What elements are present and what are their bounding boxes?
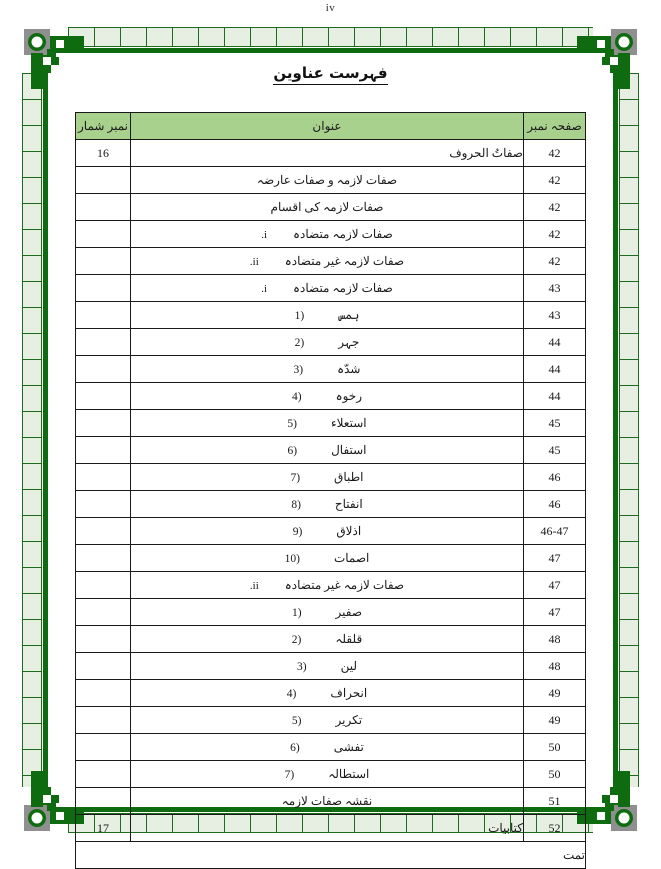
table-end-row — [76, 842, 586, 869]
cell-serial-no — [76, 194, 131, 221]
cell-serial-no: 17 — [76, 815, 131, 842]
column-header-serial-no: نمبر شمار — [76, 113, 131, 140]
entry-title: اطباق — [334, 469, 364, 484]
table-row — [76, 410, 586, 437]
page-title-text: فہرست عناوین — [273, 64, 387, 85]
entry-number-marker: (1 — [291, 606, 302, 619]
entry-number-marker: (6 — [290, 741, 300, 754]
table-row — [76, 302, 586, 329]
cell-page-no: 44 — [524, 383, 586, 410]
cell-title — [131, 545, 524, 572]
table-header-row — [76, 113, 586, 140]
page-folio: iv — [325, 2, 336, 14]
table-row — [76, 437, 586, 464]
cell-serial-no — [76, 437, 131, 464]
entry-title: استطالہ — [328, 766, 370, 781]
cell-title — [131, 815, 524, 842]
cell-title — [131, 356, 524, 383]
entry-title: صفات لازمہ غیر متضادہ — [284, 577, 405, 592]
table-row — [76, 140, 586, 167]
cell-page-no: 42 — [524, 167, 586, 194]
cell-title — [131, 248, 524, 275]
cell-title — [131, 302, 524, 329]
cell-title — [131, 140, 524, 167]
cell-page-no: 46 — [524, 464, 586, 491]
cell-page-no: 49 — [524, 680, 586, 707]
cell-serial-no: 16 — [76, 140, 131, 167]
cell-serial-no — [76, 653, 131, 680]
cell-title — [131, 383, 524, 410]
table-row — [76, 626, 586, 653]
cell-page-no: 47 — [524, 599, 586, 626]
table-row — [76, 734, 586, 761]
entry-title: صفات لازمہ غیر متضادہ — [284, 253, 405, 268]
cell-page-no: 49 — [524, 707, 586, 734]
cell-serial-no — [76, 221, 131, 248]
cell-page-no: 45 — [524, 437, 586, 464]
cell-page-no: 51 — [524, 788, 586, 815]
cell-title — [131, 734, 524, 761]
border-band-left — [22, 73, 42, 787]
cell-title — [131, 437, 524, 464]
entry-title: اذلاق — [336, 523, 362, 538]
entry-title: تکریر — [335, 712, 363, 727]
entry-number-marker: (9 — [292, 525, 303, 538]
table-body — [76, 140, 586, 869]
cell-title — [131, 167, 524, 194]
entry-title: شدّہ — [337, 361, 361, 376]
table-of-contents — [75, 112, 586, 869]
table-header — [76, 113, 586, 140]
border-band-right — [619, 73, 639, 787]
table-row — [76, 545, 586, 572]
cell-serial-no — [76, 707, 131, 734]
cell-page-no: 42 — [524, 248, 586, 275]
border-band-top — [68, 27, 593, 47]
table-row — [76, 356, 586, 383]
entry-number-marker: (2 — [291, 633, 302, 646]
table-row — [76, 221, 586, 248]
entry-number-marker: (3 — [296, 660, 307, 673]
cell-serial-no — [76, 518, 131, 545]
cell-serial-no — [76, 761, 131, 788]
entry-number-marker: (4 — [286, 687, 297, 700]
cell-serial-no — [76, 383, 131, 410]
cell-serial-no — [76, 572, 131, 599]
entry-title: استعلاء — [330, 415, 367, 430]
page-content — [60, 48, 601, 862]
cell-title — [131, 599, 524, 626]
entry-roman-marker: i. — [261, 282, 267, 295]
entry-number-marker: (2 — [294, 336, 305, 349]
end-note: تمت — [76, 842, 586, 869]
column-header-title: عنوان — [131, 113, 524, 140]
entry-title: تفشی — [333, 739, 364, 754]
entry-title: انفتاح — [334, 496, 363, 511]
entry-title: استفال — [331, 442, 367, 457]
cell-page-no: 47 — [524, 545, 586, 572]
cell-page-no: 48 — [524, 626, 586, 653]
entry-title: صفات لازمہ کی اقسام — [270, 199, 384, 214]
cell-title — [131, 275, 524, 302]
entry-title: انحراف — [330, 685, 368, 700]
entry-title: نقشہ صفات لازمہ — [281, 793, 373, 808]
cell-title — [131, 329, 524, 356]
entry-title: ہمس — [338, 307, 360, 322]
cell-title — [131, 572, 524, 599]
cell-serial-no — [76, 167, 131, 194]
cell-page-no: 46-47 — [524, 518, 586, 545]
cell-title — [131, 761, 524, 788]
entry-number-marker: (7 — [284, 768, 295, 781]
cell-title — [131, 653, 524, 680]
entry-number-marker: (5 — [291, 714, 302, 727]
table-row — [76, 815, 586, 842]
cell-title — [131, 788, 524, 815]
cell-serial-no — [76, 275, 131, 302]
entry-number-marker: (3 — [293, 363, 304, 376]
border-rule-right — [613, 49, 618, 811]
cell-page-no: 46 — [524, 491, 586, 518]
cell-page-no: 42 — [524, 194, 586, 221]
table-row — [76, 518, 586, 545]
cell-serial-no — [76, 626, 131, 653]
cell-page-no: 45 — [524, 410, 586, 437]
entry-number-marker: (6 — [287, 444, 298, 457]
entry-title: صفات لازمہ متضادہ — [293, 280, 393, 295]
page-title — [60, 48, 601, 84]
entry-title: رخوہ — [335, 388, 363, 403]
cell-title — [131, 491, 524, 518]
entry-roman-marker: ii. — [249, 255, 259, 268]
table-row — [76, 680, 586, 707]
cell-title — [131, 626, 524, 653]
table-row — [76, 275, 586, 302]
cell-serial-no — [76, 329, 131, 356]
entry-title: کتابیات — [488, 820, 523, 835]
entry-title: صفاتُ الحروف — [449, 145, 523, 160]
table-row — [76, 491, 586, 518]
cell-page-no: 48 — [524, 653, 586, 680]
entry-number-marker: (8 — [291, 498, 301, 511]
cell-page-no: 52 — [524, 815, 586, 842]
cell-title — [131, 518, 524, 545]
cell-serial-no — [76, 356, 131, 383]
cell-serial-no — [76, 788, 131, 815]
cell-serial-no — [76, 599, 131, 626]
table-row — [76, 707, 586, 734]
cell-page-no: 44 — [524, 356, 586, 383]
cell-title — [131, 221, 524, 248]
cell-page-no: 43 — [524, 302, 586, 329]
table-row — [76, 383, 586, 410]
cell-title — [131, 194, 524, 221]
entry-title: جہر — [338, 334, 360, 349]
entry-title: صفیر — [335, 604, 363, 619]
table-row — [76, 599, 586, 626]
entry-number-marker: (4 — [291, 390, 302, 403]
entry-title: قلقلہ — [335, 631, 363, 646]
cell-serial-no — [76, 680, 131, 707]
cell-title — [131, 464, 524, 491]
cell-title — [131, 680, 524, 707]
table-row — [76, 761, 586, 788]
table-row — [76, 572, 586, 599]
entry-number-marker: (5 — [287, 417, 297, 430]
cell-page-no: 44 — [524, 329, 586, 356]
entry-title: اصمات — [333, 550, 370, 565]
table-row — [76, 248, 586, 275]
cell-page-no: 42 — [524, 221, 586, 248]
cell-serial-no — [76, 302, 131, 329]
cell-serial-no — [76, 410, 131, 437]
table-row — [76, 329, 586, 356]
cell-serial-no — [76, 248, 131, 275]
cell-serial-no — [76, 734, 131, 761]
table-row — [76, 167, 586, 194]
cell-page-no: 42 — [524, 140, 586, 167]
cell-title — [131, 410, 524, 437]
cell-title — [131, 707, 524, 734]
table-row — [76, 788, 586, 815]
entry-roman-marker: i. — [261, 228, 267, 241]
entry-title: لین — [340, 658, 357, 673]
column-header-page-no: صفحہ نمبر — [524, 113, 586, 140]
table-row — [76, 464, 586, 491]
cell-page-no: 43 — [524, 275, 586, 302]
cell-page-no: 47 — [524, 572, 586, 599]
entry-title: صفات لازمہ متضادہ — [293, 226, 393, 241]
entry-title: صفات لازمہ و صفات عارضہ — [256, 172, 398, 187]
table-row — [76, 653, 586, 680]
cell-page-no: 50 — [524, 734, 586, 761]
entry-number-marker: (7 — [290, 471, 301, 484]
cell-serial-no — [76, 491, 131, 518]
cell-serial-no — [76, 545, 131, 572]
entry-roman-marker: ii. — [249, 579, 259, 592]
entry-number-marker: (10 — [284, 552, 300, 565]
cell-serial-no — [76, 464, 131, 491]
entry-number-marker: (1 — [294, 309, 305, 322]
cell-page-no: 50 — [524, 761, 586, 788]
table-row — [76, 194, 586, 221]
border-rule-left — [43, 49, 48, 811]
